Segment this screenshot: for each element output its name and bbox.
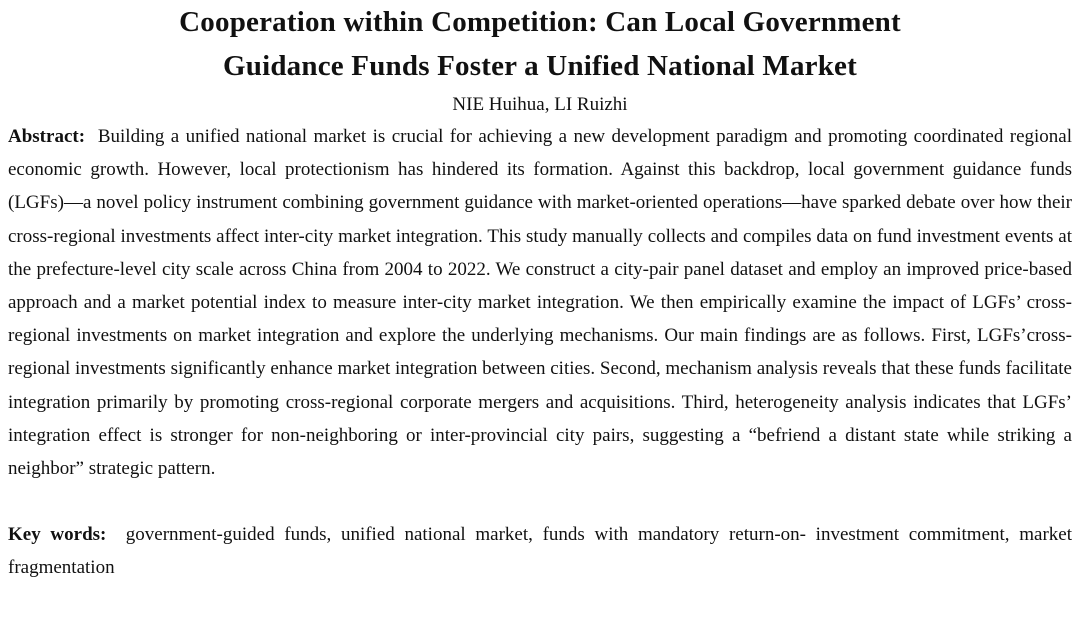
abstract-label: Abstract: — [8, 126, 86, 147]
paper-title — [8, 0, 1072, 88]
title-line-2: Guidance Funds Foster a Unified National Market — [223, 50, 857, 82]
abstract-text: Building a unified national market is crucial for achieving a new development paradigm and promoting coordinated regional economic growth. However, local protectionism has hindered its formation. Against this backdrop, local government guidance funds (LGFs)—a novel policy instrument combining government guidance with market-oriented operations—have sparked debate over how their cross-regional investments affect inter-city market integration. This study manually collects and compiles data on fund investment events at the prefecture-level city scale across China from 2004 to 2022. We construct a city-pair panel dataset and employ an improved price-based approach and a market potential index to measure inter-city market integration. We then empirically examine the impact of LGFs’ cross-regional investments on market integration and explore the underlying mechanisms. Our main findings are as follows. First, LGFs’cross-regional investments significantly enhance market integration between cities. Second, mechanism analysis reveals that these funds facilitate integration primarily by promoting cross-regional corporate mergers and acquisitions. Third, heterogeneity analysis indicates that LGFs’ integration effect is stronger for non-neighboring or inter-provincial city pairs, suggesting a “befriend a distant state while striking a neighbor” strategic pattern. — [8, 126, 1073, 480]
title-line-1: Cooperation within Competition: Can Local Government — [179, 6, 901, 38]
keywords-paragraph — [8, 518, 1072, 584]
keywords-text: government-guided funds, unified national market, funds with mandatory return-on- investment commitment, market fragmentation — [8, 524, 1072, 579]
keywords-label: Key words: — [8, 524, 107, 546]
abstract-paragraph — [8, 120, 1072, 485]
author-names: NIE Huihua, LI Ruizhi — [452, 94, 628, 115]
